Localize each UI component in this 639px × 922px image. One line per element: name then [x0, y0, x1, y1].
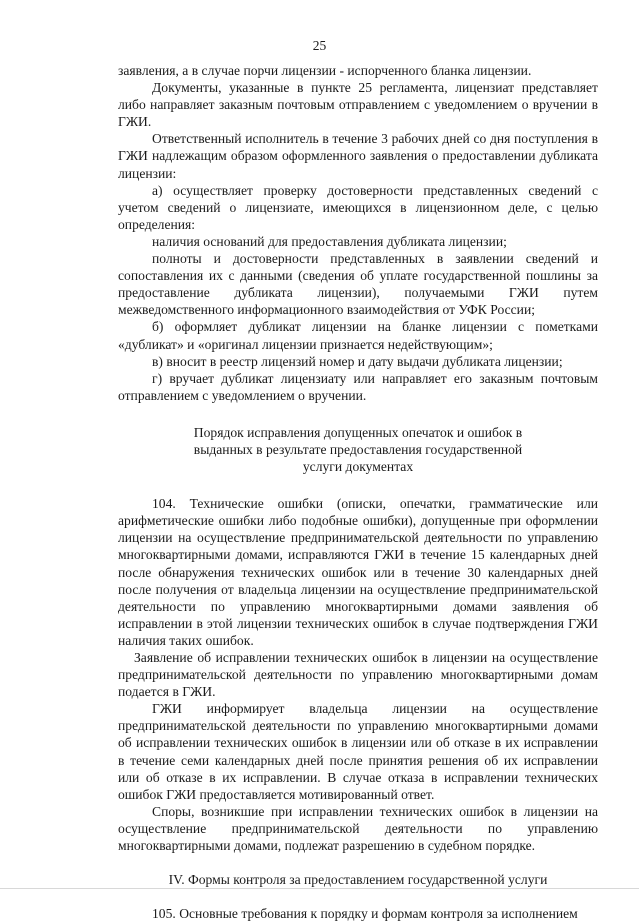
- sub-item-grounds: наличия оснований для предоставления дубликата лицензии;: [152, 233, 507, 249]
- chapter-heading: IV. Формы контроля за предоставлением государственной услуги: [168, 872, 548, 888]
- paragraph-responsible-executor: Ответственный исполнитель в течение 3 рабочих дней со дня поступления в ГЖИ надлежащим образом оформленного заявления о предоставлении дубликата лицензии:: [118, 131, 598, 181]
- section-heading: Порядок исправления допущенных опечаток и ошибок в выданных в результате предоставления государственной услуги документах: [193, 424, 523, 475]
- scan-edge-divider: [0, 888, 639, 889]
- paragraph-104: 104. Технические ошибки (описки, опечатки, грамматические или арифметические ошибки либо подобные ошибки), допущенные при оформлении лицензии на осуществление предпринимательской деятельности по управлению многоквартирными домами, исправляются ГЖИ в течение 15 календарных дней после обнаружения технических ошибок или в течение 30 календарных дней после получения от владельца лицензии на осуществление предпринимательской деятельности по управлению многоквартирными домами заявления об исправлении в этой лицензии технических ошибок в случае подтверждения ГЖИ наличия таких ошибок.: [118, 496, 598, 648]
- sub-item-completeness: полноты и достоверности представленных в заявлении сведений и сопоставления их с данными (сведения об уплате государственной пошлины за предоставление дубликата лицензии), получаемыми ГЖИ путем межведомственного информационного взаимодействия от УФК России;: [118, 251, 598, 318]
- list-item-g: г) вручает дубликат лицензиату или направляет его заказным почтовым отправлением с уведомлением о вручении.: [118, 370, 598, 403]
- paragraph-application: Заявление об исправлении технических ошибок в лицензии на осуществление предпринимательской деятельности по управлению многоквартирными домам подается в ГЖИ.: [118, 650, 598, 700]
- page-number: 25: [312, 38, 327, 53]
- paragraph-continuation: заявления, а в случае порчи лицензии - испорченного бланка лицензии.: [118, 63, 532, 78]
- paragraph-documents: Документы, указанные в пункте 25 регламента, лицензиат представляет либо направляет заказным почтовым отправлением с уведомлением о вручении в ГЖИ.: [118, 80, 598, 130]
- paragraph-informs: ГЖИ информирует владельца лицензии на осуществление предпринимательской деятельности по управлению многоквартирными домами об исправлении технических ошибок в лицензии или об отказе в их исправлении в течение семи календарных дней после принятия решения об их исправлении или об отказе в их исправлении. В случае отказа в исправлении технических ошибок ГЖИ предоставляется мотивированный ответ.: [118, 701, 598, 802]
- paragraph-105: 105. Основные требования к порядку и формам контроля за исполнением: [152, 906, 578, 922]
- paragraph-disputes: Споры, возникшие при исправлении технических ошибок в лицензии на осуществление предпринимательской деятельности по управлению многоквартирными домами, подлежат разрешению в судебном порядке.: [118, 803, 598, 854]
- list-item-v: в) вносит в реестр лицензий номер и дату выдачи дубликата лицензии;: [152, 353, 563, 369]
- list-item-a: а) осуществляет проверку достоверности представленных сведений с учетом сведений о лицензиате, имеющихся в лицензионном деле, с целью определения:: [118, 182, 598, 232]
- document-body: [118, 62, 598, 922]
- list-item-b: б) оформляет дубликат лицензии на бланке лицензии с пометками «дубликат» и «оригинал лицензии признается недействующим»;: [118, 319, 598, 352]
